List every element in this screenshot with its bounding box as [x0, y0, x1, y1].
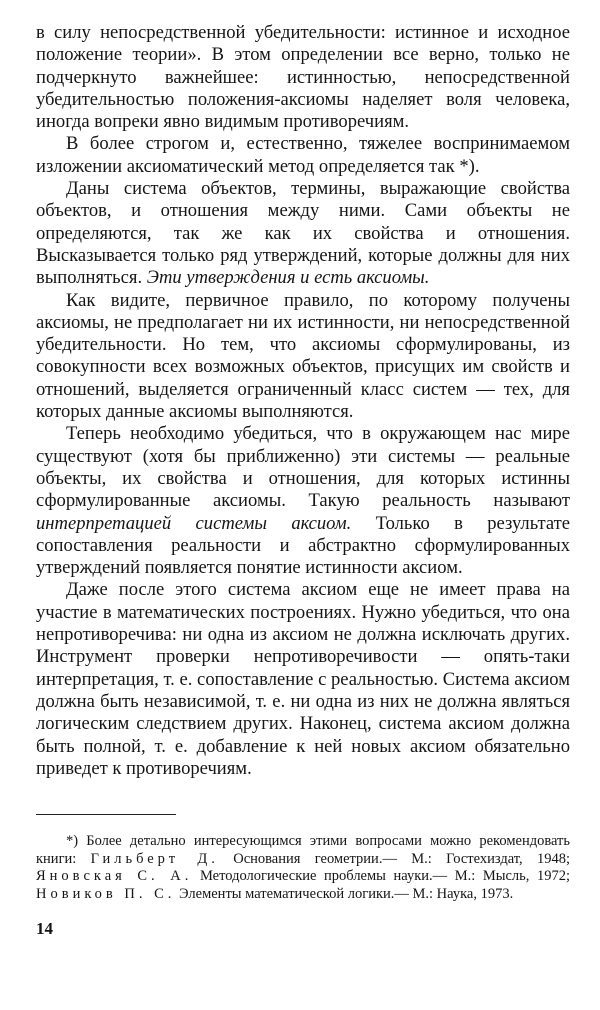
footnote-author: Яновская С. А. [36, 868, 193, 885]
footnote-text: *) Более детально интересующимся этими вопросами можно рекомендовать книги: [36, 833, 570, 867]
main-text [36, 22, 570, 780]
footnote-text: Основания геометрии.— М.: Гостехиздат, 1948; [218, 850, 570, 867]
paragraph-4 [36, 290, 570, 424]
footnote-author: Новиков П. С. [36, 885, 176, 902]
footnote-divider [36, 814, 176, 815]
text-segment: в силу непосредственной убедительности: истинное и исходное положение теории». В этом определении все верно, только не подчеркнуто важнейшее: истинностью, непосредственной убедительностью положения-аксиомы наделяет воля человека, иногда вопреки явно видимым противоречиям. [36, 22, 570, 133]
paragraph-1 [36, 22, 570, 133]
paragraph-5 [36, 423, 570, 579]
page-number: 14 [36, 919, 53, 939]
text-segment: Теперь необходимо убедиться, что в окружающем нас мире существуют (хотя бы приближенно) эти системы — реальные объекты, их свойства и отношения, для которых истинны сформулированные аксиомы. Такую реальность называют [36, 423, 570, 512]
paragraph-3 [36, 178, 570, 289]
italic-definition: Эти утверждения и есть аксиомы. [146, 267, 430, 289]
paragraph-6 [36, 579, 570, 780]
footnote-author: Гильберт Д. [90, 850, 219, 867]
text-segment: Как видите, первичное правило, по которому получены аксиомы, не предполагает ни их истинности, ни непосредственной убедительности. Но тем, что аксиомы сформулированы, из совокупности всех возможных объектов, присущих им свойств и отношений, выделяется ограниченный класс систем — тех, для которых данные аксиомы выполняются. [36, 289, 570, 423]
book-page [36, 22, 570, 939]
text-segment: В более строгом и, естественно, тяжелее воспринимаемом изложении аксиоматический метод определяется так *). [36, 133, 570, 177]
footnote-text: Элементы математической логики.— М.: Наука, 1973. [175, 885, 514, 902]
footnote [36, 833, 570, 903]
text-segment: Даны система объектов, термины, выражающие свойства объектов, и отношения между ними. Сами объекты не определяются, так же как их свойства и отношения. Высказывается только ряд утверждений, которые должны для них выполняться. [36, 178, 570, 289]
italic-term: интерпретацией системы аксиом. [36, 512, 352, 534]
text-segment: Только в результате сопоставления реальности и абстрактно сформулированных утверждений появляется понятие истинности аксиом. [36, 512, 570, 579]
paragraph-2 [36, 133, 570, 178]
footnote-text: Методологические проблемы науки.— М.: Мысль, 1972; [192, 868, 571, 885]
text-segment: Даже после этого система аксиом еще не имеет права на участие в математических построениях. Нужно убедиться, что она непротиворечива: ни одна из аксиом не должна исключать других. Инструмент проверки непротиворечивости — опять-таки интерпретация, т. е. сопоставление с реальностью. Система аксиом должна быть независимой, т. е. ни одна из них не должна являться логическим следствием других. Наконец, система аксиом должна быть полной, т. е. добавление к ней новых аксиом обязательно приведет к противоречиям. [36, 579, 570, 779]
